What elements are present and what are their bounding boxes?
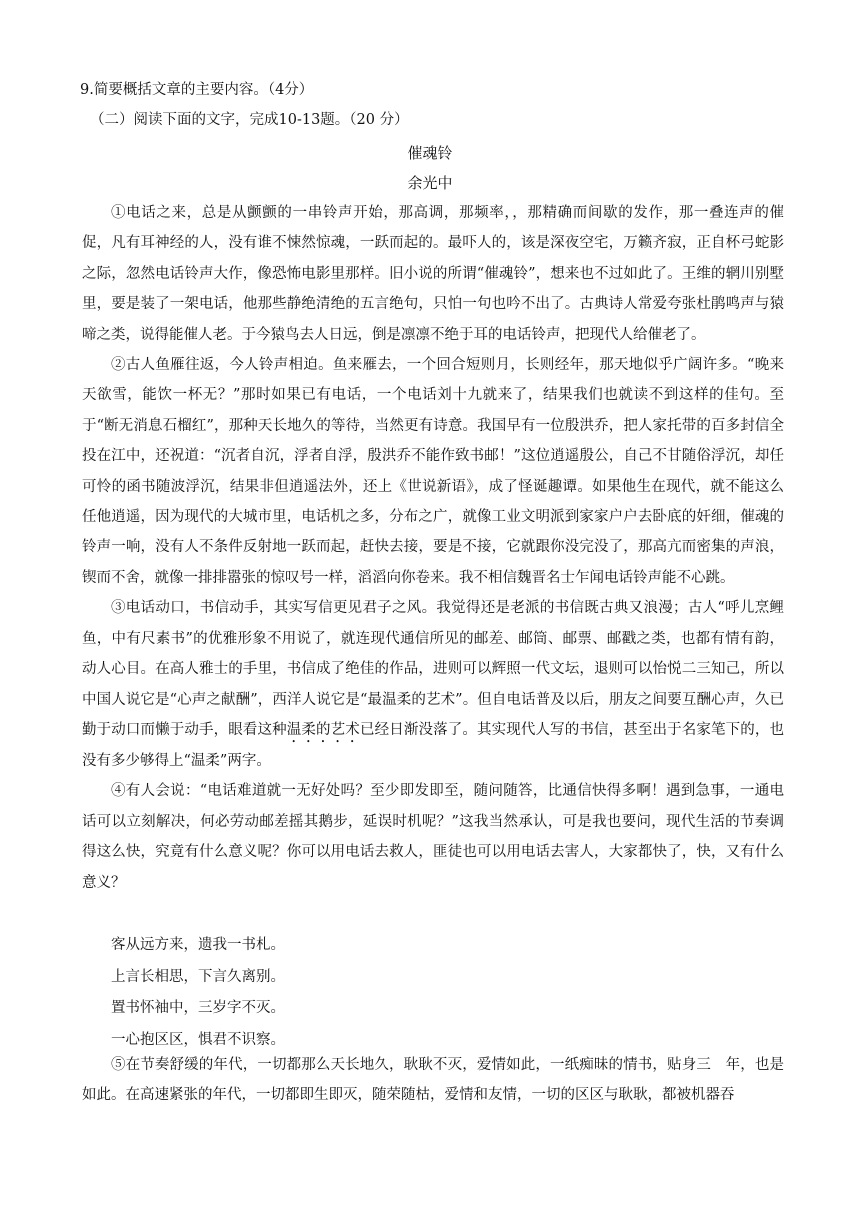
paragraph-3-part-1: ③电话动口，书信动手，其实写信更见君子之风。我觉得还是老派的书信既古典又浪漫；古人“呼儿烹鲤鱼，中有尺素书”的优雅形象不用说了，就连现代通信所见的邮差、邮筒、邮票、邮戳之类，也都有情有韵，动人心目。在高人雅士的手里，书信成了绝佳的作品，进则可以辉照一代文坛，退则可以怡悦二三知己，所以中国人说它是“心声之献酬”，西洋人说它是“最温柔的艺术”。但自电话普及以后，朋友之间要互酬心声，久已勤于动口而懒于动手，眼看这种 bbox=[82, 600, 784, 738]
poem-line: 客从远方来，遗我一书札。 bbox=[111, 937, 285, 953]
paragraph-1: ①电话之来，总是从颤颤的一串铃声开始，那高调，那频率，，那精确而间歇的发作，那一叠连声的催促，凡有耳神经的人，没有谁不悚然惊魂，一跃而起的。最吓人的，该是深夜空宅，万籁齐寂，正自杯弓蛇影之际，忽然电话铃声大作，像恐怖电影里那样。旧小说的所谓“催魂铃”，想来也不过如此了。王维的辋川别墅里，要是装了一架电话，他那些静绝清绝的五言绝句，只怕一句也吟不出了。古典诗人常爱夸张杜鹃鸣声与猿啼之类，说得能催人老。于今猿鸟去人日远，倒是凛凛不绝于耳的电话铃声，把现代人给催老了。 bbox=[82, 205, 784, 343]
poem-line: 上言长相思，下言久离别。 bbox=[111, 968, 285, 985]
section-heading: （二）阅读下面的文字，完成10-13题。（20 分） bbox=[90, 112, 409, 128]
paragraph-5: ⑤在节奏舒缓的年代，一切都那么天长地久，耿耿不灭，爱情如此，一纸痴昧的情书，贴身三 年，也是如此。在高速紧张的年代，一切都即生即灭，随荣随枯，爱情和友情，一切的区区与耿耿，都被机器吞 bbox=[82, 1057, 784, 1104]
paragraph-3 bbox=[82, 593, 784, 776]
dotted-phrase: 温柔的艺术 bbox=[286, 721, 360, 738]
poem-block bbox=[111, 930, 285, 1056]
paragraph-2: ②古人鱼雁往返，今人铃声相迫。鱼来雁去，一个回合短则月，长则经年，那天地似乎广阔许多。“晚来天欲雪，能饮一杯无？”那时如果已有电话，一个电话刘十九就来了，结果我们也就读不到这样的佳句。至于“断无消息石榴红”，那种天长地久的等待，当然更有诗意。我国早有一位殷洪乔，把人家托带的百多封信全投在江中，还祝道：“沉者自沉，浮者自浮，殷洪乔不能作致书邮！”这位逍遥殷公，自己不甘随俗浮沉，却任可怜的函书随波浮沉，结果非但逍遥法外，还上《世说新语》，成了怪诞趣谭。如果他生在现代，就不能这么任他逍遥，因为现代的大城市里，电话机之多，分布之广，就像工业文明派到家家户户去卧底的奸细，催魂的铃声一响，没有人不条件反射地一跃而起，赶快去接，要是不接，它就跟你没完没了，那高亢而密集的声浪，锲而不舍，就像一排排嚣张的惊叹号一样，滔滔向你卷来。我不相信魏晋名士乍闻电话铃声能不心跳。 bbox=[82, 357, 784, 586]
article-author: 余光中 bbox=[407, 174, 453, 192]
poem-line: 一心抱区区，惧君不识察。 bbox=[111, 1031, 285, 1048]
poem-line: 置书怀袖中，三岁字不灭。 bbox=[111, 1000, 285, 1016]
article-body-continued bbox=[82, 1050, 784, 1111]
paragraph-3-part-2: 已经日渐没落了。其实现代人写的书信，甚至出于名家笔下的，也没有多少够得上“温柔”两字。 bbox=[82, 721, 785, 769]
question-9: 9.简要概括文章的主要内容。（4分） bbox=[80, 82, 314, 98]
article-body bbox=[82, 198, 784, 898]
paragraph-4: ④有人会说：“电话难道就一无好处吗？至少即发即至，随问随答，比通信快得多啊！遇到急事，一通电话可以立刻解决，何必劳动邮差摇其鹅步，延误时机呢？”这我当然承认，可是我也要问，现代生活的节奏调得这么快，究竟有什么意义呢？你可以用电话去救人，匪徒也可以用电话去害人，大家都快了，快，又有什么意义？ bbox=[82, 783, 784, 891]
article-title: 催魂铃 bbox=[407, 144, 453, 162]
